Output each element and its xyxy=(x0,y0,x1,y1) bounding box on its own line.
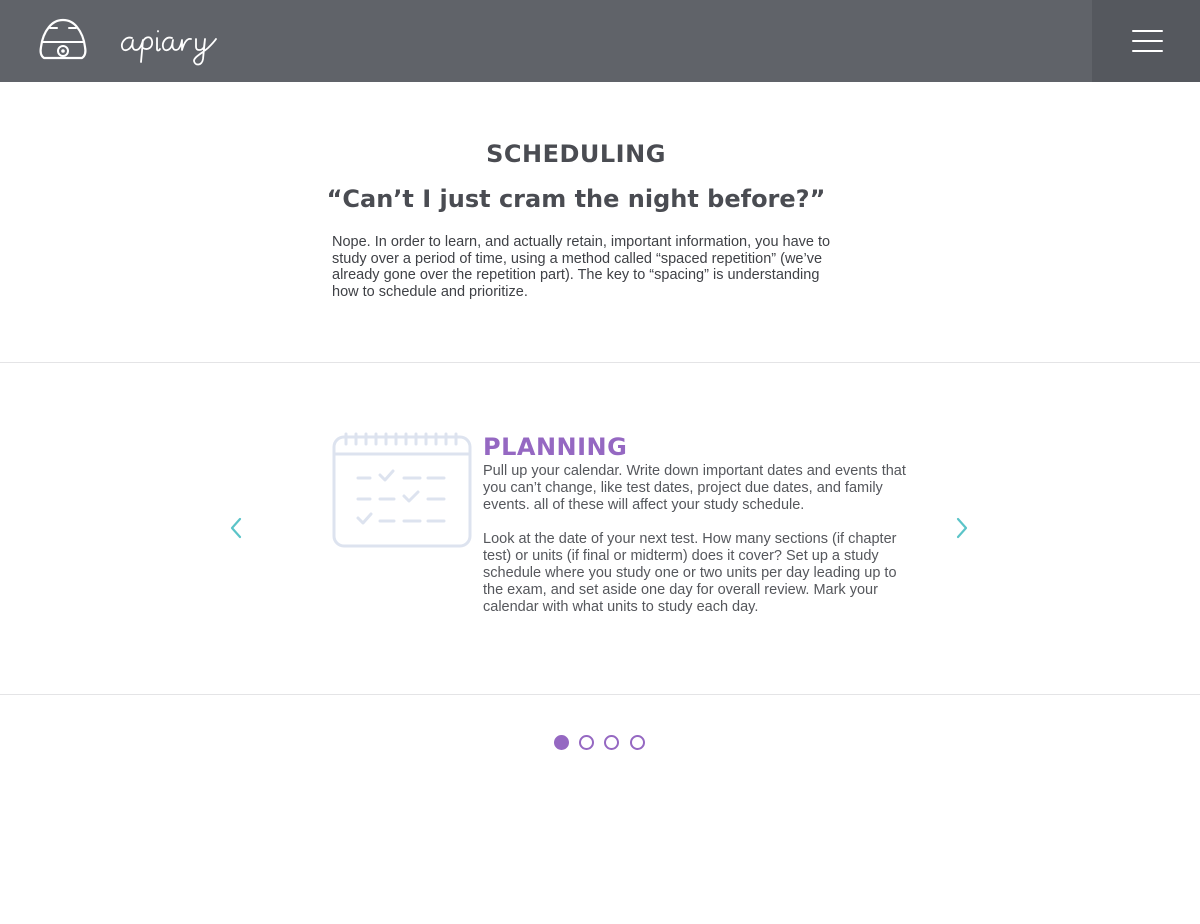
pagination-dot-2[interactable] xyxy=(579,735,594,750)
chevron-right-icon[interactable] xyxy=(950,513,974,543)
menu-bar xyxy=(1132,30,1163,32)
hamburger-menu-icon[interactable] xyxy=(1092,0,1200,82)
calendar-checklist-icon xyxy=(332,432,474,550)
beehive-icon[interactable] xyxy=(38,17,88,65)
slide-paragraph: Look at the date of your next test. How many sections (if chapter test) or units (if final or midterm) does it cover? Set up a study schedule where you study one or two units per day leading up to the exam, and set aside one day for overall review. Mark your calendar with what units to study each day. xyxy=(483,531,897,615)
chevron-left-icon[interactable] xyxy=(224,513,248,543)
pagination-dot-1[interactable] xyxy=(554,735,569,750)
menu-bar xyxy=(1132,50,1163,52)
divider-top xyxy=(0,362,1200,363)
section-intro-text: Nope. In order to learn, and actually retain, important information, you have to study over a period of time, using a method called “spaced repetition” (we’ve already gone over the repetition part). The key to “spacing” is understanding how to schedule and prioritize. xyxy=(332,234,831,300)
apiary-wordmark-logo[interactable] xyxy=(118,14,236,72)
section-title: SCHEDULING xyxy=(486,140,666,168)
divider-bottom xyxy=(0,694,1200,695)
menu-bar xyxy=(1132,40,1163,42)
pagination-dot-3[interactable] xyxy=(604,735,619,750)
slide-paragraph: Pull up your calendar. Write down important dates and events that you can’t change, like test dates, project due dates, and family events. all of these will affect your study schedule. xyxy=(483,463,906,513)
pagination-dot-4[interactable] xyxy=(630,735,645,750)
top-header xyxy=(0,0,1200,82)
carousel-pagination xyxy=(554,735,646,752)
section-quote: “Can’t I just cram the night before?” xyxy=(326,185,826,213)
slide-heading: PLANNING xyxy=(483,433,628,461)
